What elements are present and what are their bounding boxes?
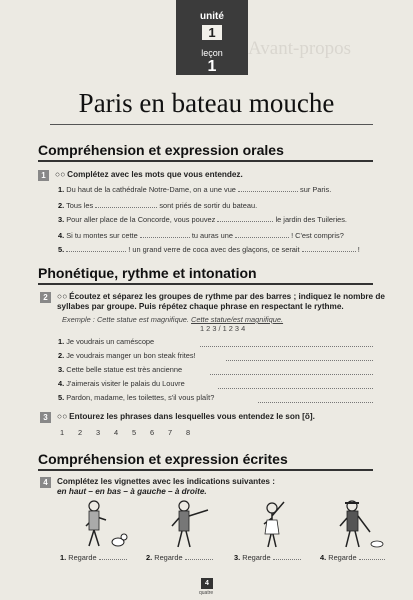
section-1-heading: Compréhension et expression orales [38, 142, 284, 158]
ex2-line-3: 3. Cette belle statue est très ancienne [58, 365, 183, 374]
choice-6[interactable]: 6 [150, 428, 155, 437]
man-pointing-down-illustration [330, 498, 390, 550]
man-pointing-at-dog-illustration [64, 498, 134, 550]
vignette-4-caption: 4. Regarde [320, 552, 385, 562]
exercise-2-number: 2 [40, 292, 51, 303]
title-rule [50, 124, 373, 125]
ex1-line-2: 2. Tous les sont priés de sortir du bateau. [58, 201, 258, 210]
ghost-text: Avant-propos [248, 38, 352, 59]
ex1-line-1: 1. Du haut de la cathédrale Notre-Dame, on a une vue sur Paris. [58, 185, 332, 194]
lecon-number: 1 [207, 58, 217, 75]
choice-4[interactable]: 4 [114, 428, 119, 437]
choice-3[interactable]: 3 [96, 428, 101, 437]
lecon-label: leçon [201, 48, 223, 58]
answer-line[interactable] [218, 387, 373, 389]
blank[interactable] [273, 552, 301, 560]
page-number: 4 [201, 578, 213, 589]
answer-line[interactable] [226, 359, 373, 361]
audio-icon: ○ ○ [57, 292, 67, 301]
man-pointing-right-illustration [158, 498, 228, 550]
exercise-1-number: 1 [38, 170, 49, 181]
answer-line[interactable] [200, 345, 373, 347]
choice-8[interactable]: 8 [186, 428, 191, 437]
ex1-line-3: 3. Pour aller place de la Concorde, vous pouvez le jardin des Tuileries. [58, 215, 347, 224]
ex3-digit-row [60, 428, 204, 437]
answer-line[interactable] [210, 373, 373, 375]
section-2-heading: Phonétique, rythme et intonation [38, 265, 257, 281]
audio-icon: ○ ○ [55, 170, 65, 179]
vignette-2-caption: 2. Regarde [146, 552, 213, 562]
blank[interactable] [235, 230, 289, 238]
vignette-3-caption: 3. Regarde [234, 552, 301, 562]
blank[interactable] [66, 244, 126, 252]
woman-pointing-up-illustration [248, 498, 308, 550]
exercise-4-options: en haut – en bas – à gauche – à droite. [57, 487, 207, 496]
blank[interactable] [238, 184, 298, 192]
choice-7[interactable]: 7 [168, 428, 173, 437]
choice-1[interactable]: 1 [60, 428, 65, 437]
blank[interactable] [140, 230, 190, 238]
ex2-line-2: 2. Je voudrais manger un bon steak frites! [58, 351, 196, 360]
blank[interactable] [302, 244, 356, 252]
unite-label: unité [200, 11, 224, 22]
page-title: Paris en bateau mouche [78, 88, 335, 118]
ex2-example: Exemple : Cette statue est magnifique. Cette statue/est magnifique. [62, 315, 284, 324]
exercise-2-instruction: ○ ○ Écoutez et séparez les groupes de rythme par des barres ; indiquez le nombre de syllabes par groupe. Puis répétez chaque phrase en respectant le rythme. [57, 292, 385, 311]
exercise-4-instruction: Complétez les vignettes avec les indications suivantes : [57, 477, 275, 486]
unit-tab [176, 0, 248, 75]
section-3-heading: Compréhension et expression écrites [38, 451, 288, 467]
blank[interactable] [99, 552, 127, 560]
ex2-line-4: 4. J'aimerais visiter le palais du Louvre [58, 379, 185, 388]
ex1-line-4: 4. Si tu montes sur cette tu auras une ! C'est compris? [58, 231, 344, 240]
answer-line[interactable] [258, 401, 373, 403]
section-2-rule [38, 283, 373, 285]
choice-2[interactable]: 2 [78, 428, 83, 437]
ex2-example-counts: 1 2 3 / 1 2 3 4 [200, 324, 246, 333]
choice-5[interactable]: 5 [132, 428, 137, 437]
section-3-rule [38, 469, 373, 471]
section-1-rule [38, 160, 373, 162]
blank[interactable] [217, 214, 273, 222]
blank[interactable] [185, 552, 213, 560]
ex1-line-5: 5. ! un grand verre de coca avec des glaçons, ce serait ! [58, 245, 360, 254]
audio-icon: ○ ○ [57, 412, 67, 421]
page-number-label: quatre [199, 590, 214, 596]
ex2-line-5: 5. Pardon, madame, les toilettes, s'il vous plaît? [58, 393, 215, 402]
blank[interactable] [359, 552, 385, 560]
blank[interactable] [95, 200, 157, 208]
exercise-3-number: 3 [40, 412, 51, 423]
exercise-4-number: 4 [40, 477, 51, 488]
ex2-line-1: 1. Je voudrais un caméscope [58, 337, 155, 346]
vignette-1-caption: 1. Regarde [60, 552, 127, 562]
exercise-1-instruction: ○ ○ Complétez avec les mots que vous entendez. [55, 170, 243, 179]
exercise-3-instruction: ○ ○ Entourez les phrases dans lesquelles vous entendez le son [õ]. [57, 412, 315, 421]
unite-number: 1 [202, 25, 222, 40]
